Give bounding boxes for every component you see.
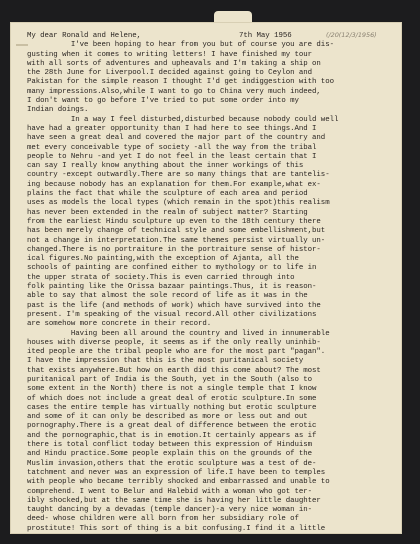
letter-line: tatchment and never was an expression of life.I have been to temples [27,468,326,477]
letter-line: I don't want to go before I've tried to put some order into my [27,97,299,106]
letter-line: gusting when it comes to writing letters! I have finished my tour [27,50,313,59]
letter-line: have seen a great deal and covered the major part of the country and [27,134,326,143]
letter-line: I've been hoping to hear from you but of course you are dis- [27,41,334,50]
letter-line: has been merely change of technical style and some embellishment,but [27,227,326,236]
letter-line: some extent in the North) there is not a single temple that I know [27,385,317,394]
letter-line: puritanical part of India is the South, yet in the South (also to [27,375,313,384]
letter-date: 7th May 1956 [239,32,292,40]
letter-line: met every conceivable type of society -all the way from the tribal [27,143,317,152]
letter-line: Having been all around the country and lived in innumerable [27,329,330,338]
letter-line: the 28th June for Liverpool.I decided against going to Ceylon and [27,69,313,78]
letter-line: plains the fact that while the sculpture of each area and period [27,190,308,199]
letter-line: are somehow more concrete in their record. [27,320,212,329]
letter-line: schools of painting are confined either to mythology or to life in [27,264,317,273]
letter-page [10,22,402,534]
letter-header [27,32,399,41]
letter-line: pornography.There is a great deal of difference between the erotic [27,422,317,431]
pencil-annotation: (/20(12/3/1956) [326,31,377,39]
letter-line: uses as models the local types (which remain in the spot)this realism [27,199,330,208]
letter-line: cases the entire temple has virtually nothing but erotic sculpture [27,403,317,412]
letter-line: and some of it can only be described as more or less out and out [27,413,308,422]
letter-line: past is the life (and methods of work) which have survived into the [27,301,321,310]
letter-line: taught dancing by a devadas (temple dancer)-a very nice woman in- [27,506,313,515]
letter-line: and the pornographic,that is in emotion.It certainly appears as if [27,431,317,440]
letter-line: able to say that almost the sole record of life as it was in the [27,292,308,301]
letter-line: with all sorts of adventures and upheavals and I'm taking a ship on [27,59,321,68]
letter-line: folk painting like the Orissa bazaar paintings.Thus, it is reason- [27,283,317,292]
letter-line: have had a greater opportunity than I had here to see things.And I [27,124,317,133]
salutation: My dear Ronald and Helene, [27,32,142,40]
letter-line: Indian doings. [27,106,89,115]
letter-line: In a way I feel disturbed,disturbed because nobody could well [27,115,339,124]
letter-line: present. I'm speaking of the visual record.All other civilizations [27,310,317,319]
letter-body [27,32,399,534]
letter-line: changed.There is no portraiture in the portraiture sense of histor- [27,245,321,254]
letter-line: ing because nobody has an explanation for them.For example,what ex- [27,180,321,189]
letter-line: Muslim invasion,others that the erotic sculpture was a test of de- [27,459,317,468]
letter-line: there is total conflict today between this expression of Hinduism [27,441,313,450]
letter-line: many impressions.Also,while I want to go to China very much indeed, [27,87,321,96]
letter-line: ical figures.No painting,with the exception of Ajanta, all the [27,255,299,264]
letter-line: from the earliest Hindu sculpture up even to the 18th century there [27,217,321,226]
letter-line: has never been extended in the realm of subject matter? Starting [27,208,308,217]
letter-line: can say I really know anything about the inner workings of this [27,162,304,171]
letter-line: I have the impression that this is the most puritanical society [27,357,304,366]
letter-line: and Hindu practice.Some people explain this on the grounds of the [27,450,313,459]
letter-line: ibly shocked,but at the same time she is having her little daughter [27,496,321,505]
letter-line: deed- whose children were all born from her subsidiary role of [27,515,299,524]
letter-line: that exists anywhere.But how on earth did this come about? The most [27,366,321,375]
letter-line: Pakistan for the simple reason I thought I'd get indiggestion with too [27,78,334,87]
letter-line: comprehend. I went to Belur and Halebid with a woman who got ter- [27,487,313,496]
letter-line: country -except outwardly.There are so many things that are tantelis- [27,171,330,180]
letter-text [27,41,399,534]
letter-line: with people who became terribly shocked and embarrassed and unable to [27,478,330,487]
letter-line: the upper strata of society.This is even carried through into [27,273,295,282]
letter-line: of which does not include a great deal of erotic sculpture.In some [27,394,317,403]
letter-line: houses with diverse people, it seems as if the only really uninhib- [27,338,321,347]
letter-line: not a change in interpretation.The same themes persist virtually un- [27,236,326,245]
letter-line: ited people are the tribal people who are for the most part "pagan". [27,348,326,357]
letter-line: prostitute! This sort of thing is a bit confusing.I find it a little [27,524,326,533]
letter-line: people to Nehru -and yet I do not feel in the least certain that I [27,152,317,161]
